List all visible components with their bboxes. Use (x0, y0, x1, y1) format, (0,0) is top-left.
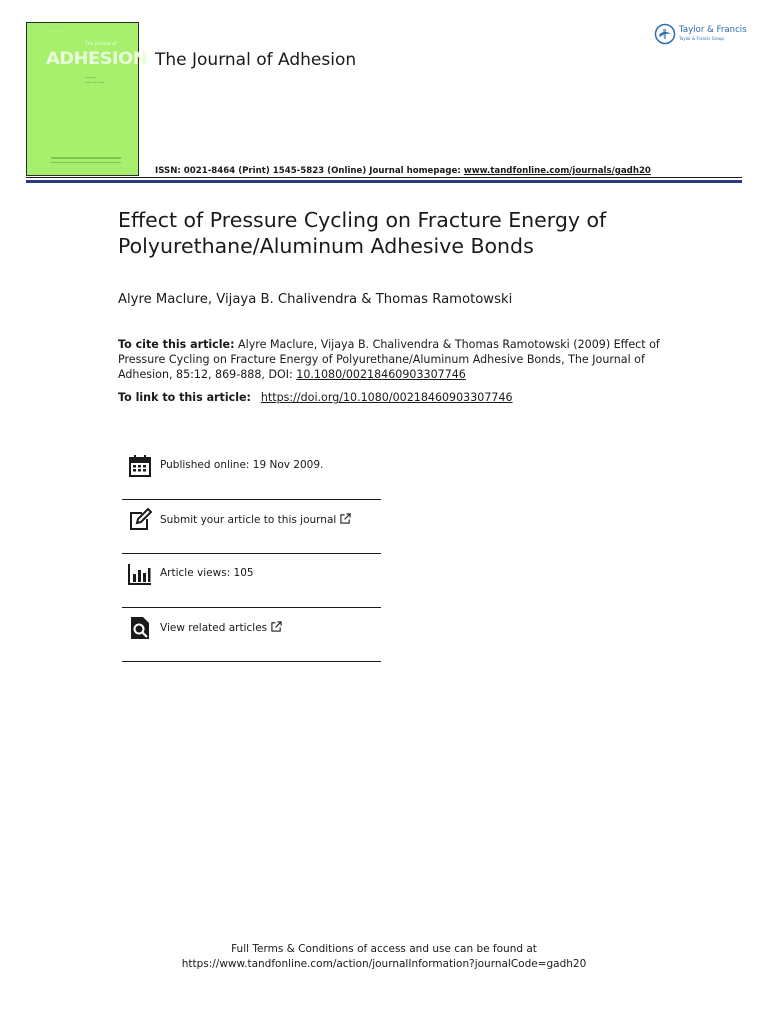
issn-text: ISSN: 0021-8464 (Print) 1545-5823 (Online) Journal homepage: (155, 166, 464, 176)
footer-terms (0, 942, 768, 972)
publisher-group: Taylor & Francis Group (679, 36, 724, 41)
article-doi-link[interactable]: https://doi.org/10.1080/00218460903307746 (260, 391, 513, 404)
publisher-logo[interactable] (654, 22, 750, 48)
published-online-item (122, 446, 381, 499)
bar-chart-icon (128, 562, 152, 586)
journal-title: The Journal of Adhesion (155, 50, 357, 70)
issn-line (155, 166, 651, 176)
edit-icon (128, 508, 152, 532)
article-link-label: To link to this article: (118, 391, 255, 404)
related-articles-item[interactable] (122, 608, 381, 661)
footer-terms-line: Full Terms & Conditions of access and use can be found at (231, 943, 537, 955)
cover-masthead-word: ADHESION (46, 49, 148, 69)
publisher-name: Taylor & Francis (679, 25, 747, 35)
article-title: Effect of Pressure Cycling on Fracture Energy of Polyurethane/Aluminum Adhesive Bonds (118, 208, 607, 258)
header-divider-thin (26, 177, 742, 178)
article-authors: Alyre Maclure, Vijaya B. Chalivendra & Thomas Ramotowski (118, 292, 513, 307)
citation-text: Alyre Maclure, Vijaya B. Chalivendra & Thomas Ramotowski (2009) Effect of Pressure Cycling on Fracture Energy of Polyurethane/Aluminum Adhesive Bonds, The Journal of Adhesion, 85:12, 869-888, DOI: (118, 338, 660, 381)
submit-article-label: Submit your article to this journal (160, 514, 337, 526)
cover-masthead-small: The Journal of (85, 41, 117, 46)
external-link-icon (340, 513, 351, 524)
article-views-label: Article views: 105 (160, 567, 254, 579)
citation-label: To cite this article: (118, 338, 235, 351)
calendar-icon (128, 454, 152, 478)
divider (122, 661, 381, 662)
article-link-block (118, 391, 513, 404)
journal-homepage-link[interactable]: www.tandfonline.com/journals/gadh20 (463, 166, 651, 176)
header-divider-thick (26, 180, 742, 183)
article-views-item (122, 554, 381, 607)
citation-block (118, 337, 663, 382)
document-search-icon (128, 616, 152, 640)
published-online-label: Published online: 19 Nov 2009. (160, 459, 324, 471)
related-articles-label: View related articles (160, 622, 268, 634)
submit-article-item[interactable] (122, 500, 381, 553)
citation-doi-link[interactable]: 10.1080/00218460903307746 (296, 368, 466, 381)
taylor-francis-logo-icon (654, 23, 676, 45)
footer-terms-url[interactable]: https://www.tandfonline.com/action/journalInformation?journalCode=gadh20 (181, 958, 587, 970)
journal-cover-image: · · · · · · · The Journal of ADHESION ——— —— — —— (26, 22, 139, 176)
article-info-list (122, 446, 381, 662)
external-link-icon (271, 621, 282, 632)
